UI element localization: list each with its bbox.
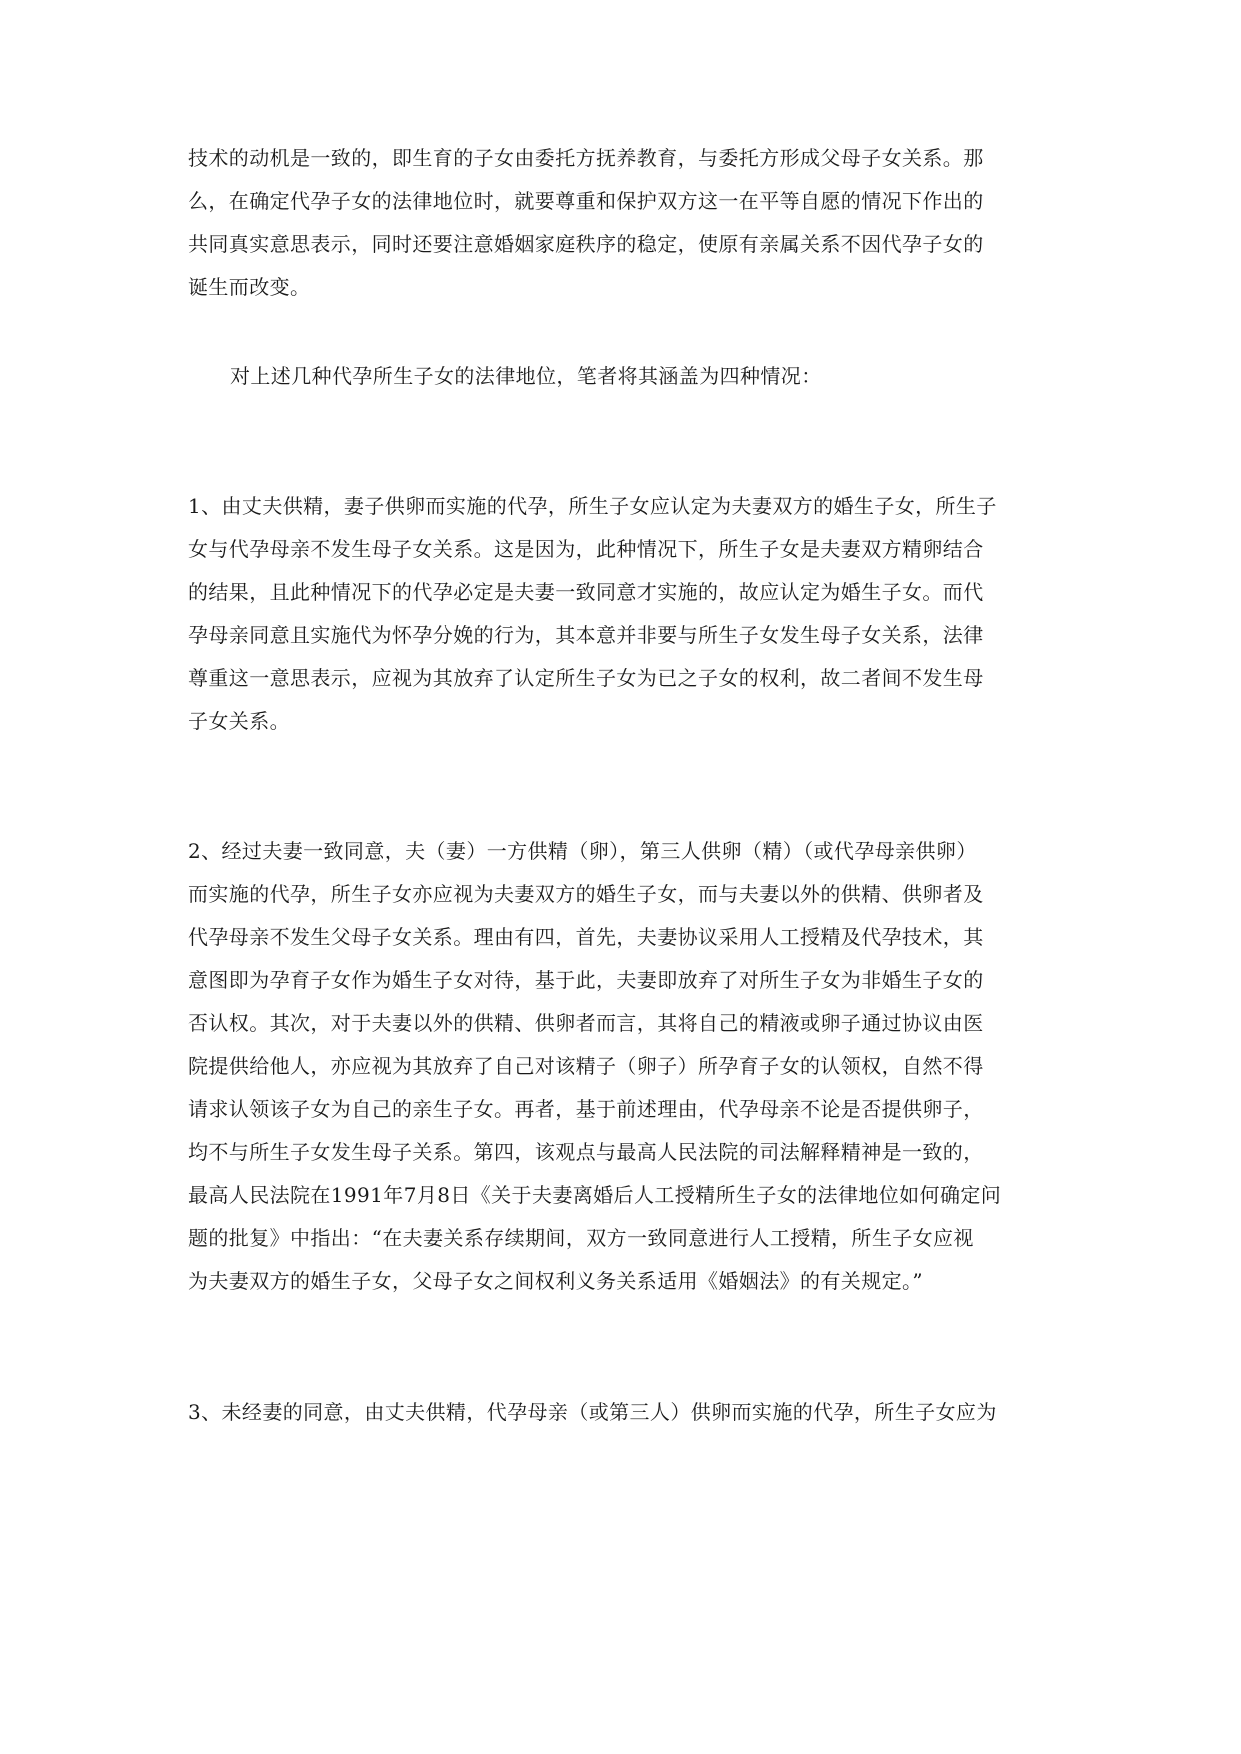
text-line: 1、由丈夫供精，妻子供卵而实施的代孕，所生子女应认定为夫妻双方的婚生子女，所生子 — [188, 494, 997, 518]
text-line: 么，在确定代孕子女的法律地位时，就要尊重和保护双方这一在平等自愿的情况下作出的 — [188, 189, 984, 213]
text-line: 尊重这一意思表示，应视为其放弃了认定所生子女为已之子女的权利，故二者间不发生母 — [188, 666, 984, 690]
text-line: 诞生而改变。 — [188, 275, 311, 299]
text-line: 共同真实意思表示，同时还要注意婚姻家庭秩序的稳定，使原有亲属关系不因代孕子女的 — [188, 232, 984, 256]
text-line: 均不与所生子女发生母子关系。第四，该观点与最高人民法院的司法解释精神是一致的， — [188, 1140, 984, 1164]
text-line: 3、未经妻的同意，由丈夫供精，代孕母亲（或第三人）供卵而实施的代孕，所生子女应为 — [188, 1400, 997, 1424]
text-line: 否认权。其次，对于夫妻以外的供精、供卵者而言，其将自己的精液或卵子通过协议由医 — [188, 1011, 984, 1035]
text-line: 院提供给他人，亦应视为其放弃了自己对该精子（卵子）所孕育子女的认领权，自然不得 — [188, 1054, 984, 1078]
text-line: 题的批复》中指出：“在夫妻关系存续期间，双方一致同意进行人工授精，所生子女应视 — [188, 1226, 974, 1250]
text-line: 请求认领该子女为自己的亲生子女。再者，基于前述理由，代孕母亲不论是否提供卵子， — [188, 1097, 984, 1121]
text-line: 女与代孕母亲不发生母子女关系。这是因为，此种情况下，所生子女是夫妻双方精卵结合 — [188, 537, 984, 561]
text-line: 最高人民法院在1991年7月8日《关于夫妻离婚后人工授精所生子女的法律地位如何确定问 — [188, 1183, 1002, 1207]
text-line: 的结果，且此种情况下的代孕必定是夫妻一致同意才实施的，故应认定为婚生子女。而代 — [188, 580, 984, 604]
text-line: 对上述几种代孕所生子女的法律地位，笔者将其涵盖为四种情况： — [230, 364, 822, 388]
text-line: 代孕母亲不发生父母子女关系。理由有四，首先，夫妻协议采用人工授精及代孕技术，其 — [188, 925, 984, 949]
text-line: 意图即为孕育子女作为婚生子女对待，基于此，夫妻即放弃了对所生子女为非婚生子女的 — [188, 968, 984, 992]
text-line: 孕母亲同意且实施代为怀孕分娩的行为，其本意并非要与所生子女发生母子女关系，法律 — [188, 623, 984, 647]
text-line: 技术的动机是一致的，即生育的子女由委托方抚养教育，与委托方形成父母子女关系。那 — [188, 146, 984, 170]
text-line: 2、经过夫妻一致同意，夫（妻）一方供精（卵），第三人供卵（精）（或代孕母亲供卵） — [188, 839, 977, 863]
text-line: 为夫妻双方的婚生子女，父母子女之间权利义务关系适用《婚姻法》的有关规定。” — [188, 1269, 924, 1293]
text-line: 而实施的代孕，所生子女亦应视为夫妻双方的婚生子女，而与夫妻以外的供精、供卵者及 — [188, 882, 984, 906]
text-line: 子女关系。 — [188, 709, 290, 733]
